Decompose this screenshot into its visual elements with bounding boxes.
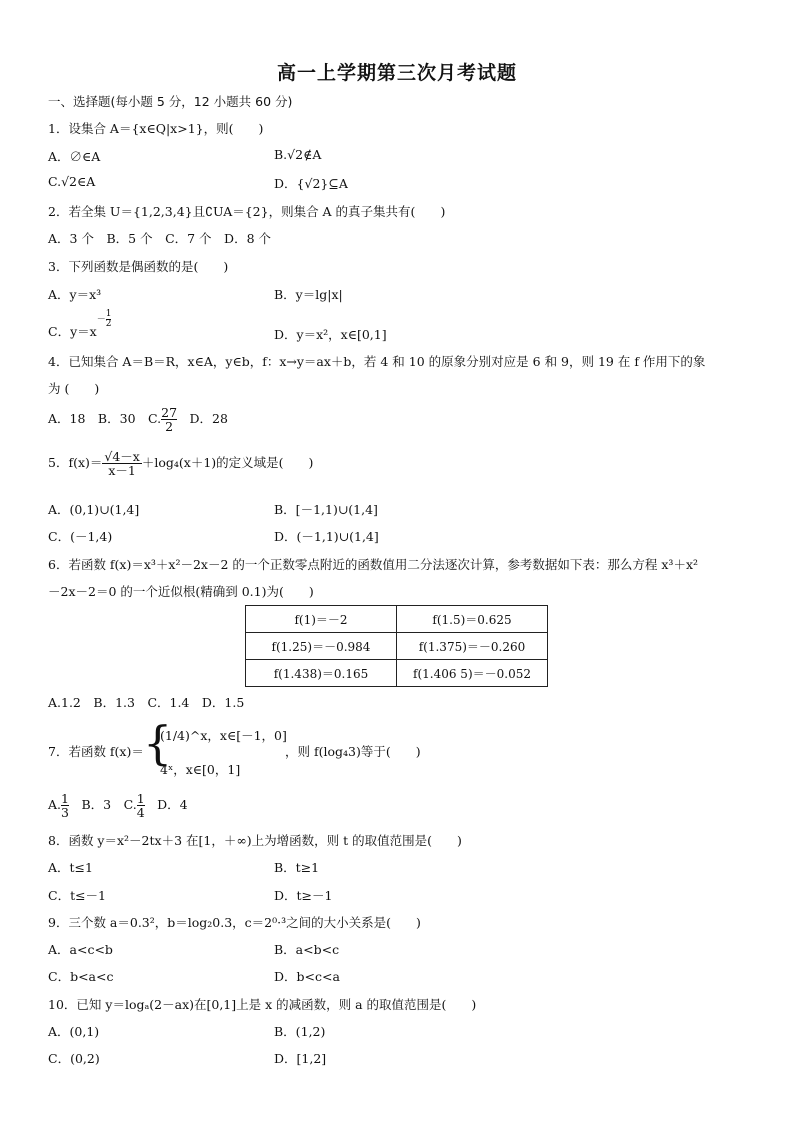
q7-opt-a-label: A. [48, 797, 62, 813]
table-cell: f(1.375)＝－0.260 [397, 633, 548, 660]
q7-frac-a-num: 1 [61, 791, 69, 806]
q3-exponent: － $\frac{1}{2}$ [96, 309, 112, 329]
q9-option-c: C．b<a<c [48, 969, 114, 984]
question-2-stem: 2．若全集 U＝{1,2,3,4}且∁UA＝{2}，则集合 A 的真子集共有( ) [48, 204, 446, 219]
q4-frac-numerator: 27 [161, 405, 178, 420]
q3-option-a: A．y＝x³ [48, 287, 102, 302]
q7-brace: { [143, 716, 173, 770]
q5-frac-denominator: x－1 [108, 463, 136, 479]
q7-frac-c-num: 1 [136, 791, 145, 806]
q7-case-2: 4ˣ，x∈[0，1] [160, 762, 241, 777]
q8-option-b: B．t≥1 [274, 860, 320, 875]
q10-option-d: D．[1,2] [274, 1051, 327, 1066]
table-row [246, 606, 548, 633]
q3-option-c-base: C．y＝x [48, 324, 97, 339]
q7-options [48, 792, 188, 819]
q8-option-c: C．t≤－1 [48, 888, 107, 903]
table-cell: f(1.438)＝0.165 [246, 660, 397, 687]
q5-stem-post: ＋log₄(x＋1)的定义域是( ) [141, 455, 314, 471]
q3-option-b: B．y＝lg|x| [274, 287, 343, 302]
question-3-stem: 3．下列函数是偶函数的是( ) [48, 259, 229, 274]
q7-opts-mid: B．3 C. [68, 797, 137, 813]
table-cell: f(1.25)＝－0.984 [246, 633, 397, 660]
q4-options-post: D．28 [177, 411, 228, 427]
q7-stem-pre: 7．若函数 f(x)＝ [48, 744, 144, 759]
q3-exp-denominator: 2 [105, 319, 112, 329]
bisection-data-table [245, 605, 548, 687]
q5-fraction [102, 450, 141, 477]
question-6-stem-cont: －2x－2＝0 的一个近似根(精确到 0.1)为( ) [48, 584, 314, 599]
q1-option-b: B.√2∉A [274, 147, 322, 162]
q5-option-b: B．[－1,1)∪(1,4] [274, 502, 378, 517]
q1-option-d: D．{√2}⊆A [274, 176, 348, 191]
q8-option-a: A．t≤1 [48, 860, 93, 875]
q2-options: A．3 个 B．5 个 C．7 个 D．8 个 [48, 231, 272, 246]
q10-option-c: C．(0,2) [48, 1051, 100, 1066]
q10-option-b: B．(1,2) [274, 1024, 326, 1039]
q5-stem-pre: 5．f(x)＝ [48, 455, 103, 471]
q3-option-c [48, 309, 112, 343]
q9-option-d: D．b<c<a [274, 969, 340, 984]
question-5-stem [48, 450, 313, 477]
table-row [246, 633, 548, 660]
q1-option-a: A．∅∈A [48, 149, 101, 164]
q7-stem-post: ，则 f(log₄3)等于( ) [285, 744, 421, 759]
q5-frac-numerator: √4－x [104, 449, 140, 464]
q4-options [48, 406, 228, 433]
question-9-stem: 9．三个数 a＝0.3²，b＝log₂0.3，c＝2⁰·³之间的大小关系是( ) [48, 915, 421, 930]
question-1-stem: 1．设集合 A＝{x∈Q|x>1}，则( ) [48, 121, 264, 136]
q7-frac-c-den: 4 [136, 805, 145, 821]
q1-option-c: C.√2∈A [48, 174, 96, 189]
q5-option-a: A．(0,1)∪(1,4] [48, 502, 140, 517]
question-4-stem-cont: 为 ( ) [48, 381, 100, 396]
q10-option-a: A．(0,1) [48, 1024, 100, 1039]
q7-frac-a [61, 792, 69, 819]
question-10-stem: 10．已知 y＝logₐ(2－ax)在[0,1]上是 x 的减函数，则 a 的取值范围是( ) [48, 997, 477, 1012]
q4-options-pre: A．18 B．30 C. [48, 411, 162, 427]
section-heading: 一、选择题(每小题 5 分，12 小题共 60 分) [48, 94, 293, 109]
q7-opts-end: D．4 [144, 797, 188, 813]
table-cell: f(1)＝－2 [246, 606, 397, 633]
question-6-stem: 6．若函数 f(x)＝x³＋x²－2x－2 的一个正数零点附近的函数值用二分法逐次计算，参考数据如下表：那么方程 x³＋x² [48, 557, 699, 572]
q5-option-c: C．(－1,4) [48, 529, 113, 544]
page-title: 高一上学期第三次月考试题 [276, 62, 517, 84]
q7-frac-a-den: 3 [61, 805, 69, 821]
q5-option-d: D．(－1,1)∪(1,4] [274, 529, 379, 544]
q4-frac-denominator: 2 [165, 419, 174, 435]
q7-case-1: (1/4)^x，x∈[－1，0] [160, 728, 287, 743]
table-row [246, 660, 548, 687]
question-4-stem: 4．已知集合 A＝B＝R，x∈A，y∈b，f：x→y＝ax＋b，若 4 和 10 的原象分别对应是 6 和 9，则 19 在 f 作用下的象 [48, 354, 706, 369]
table-cell: f(1.406 5)＝－0.052 [397, 660, 548, 687]
table-cell: f(1.5)＝0.625 [397, 606, 548, 633]
q7-frac-c [137, 792, 145, 819]
q8-option-d: D．t≥－1 [274, 888, 333, 903]
q3-option-d: D．y＝x²，x∈[0,1] [274, 327, 387, 342]
q3-exp-numerator: 1 [105, 309, 112, 319]
q6-options: A.1.2 B．1.3 C．1.4 D．1.5 [48, 695, 245, 710]
q9-option-a: A．a<c<b [48, 942, 113, 957]
q9-option-b: B．a<b<c [274, 942, 340, 957]
question-8-stem: 8．函数 y＝x²－2tx＋3 在[1，＋∞)上为增函数，则 t 的取值范围是( ) [48, 833, 462, 848]
q4-fraction [161, 406, 177, 433]
